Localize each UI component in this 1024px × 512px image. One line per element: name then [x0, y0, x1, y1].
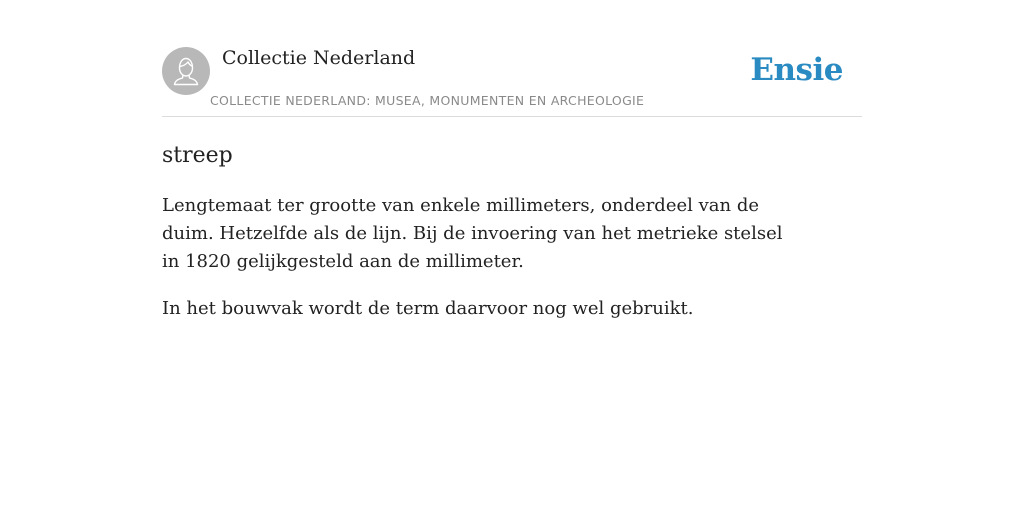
source-label[interactable]: COLLECTIE NEDERLAND: MUSEA, MONUMENTEN EN ARCHEOLOGIE [210, 93, 645, 108]
entry-paragraph: Lengtemaat ter grootte van enkele millimeters, onderdeel van de duim. Hetzelfde als de lijn. Bij de invoering van het metrieke stelsel in 1820 gelijkgesteld aan de millimeter. [162, 195, 783, 272]
entry-header [162, 0, 862, 117]
user-icon [162, 47, 210, 95]
entry-card [162, 0, 862, 323]
ensie-logo[interactable]: Ensie [750, 52, 843, 88]
entry-paragraph: In het bouwvak wordt de term daarvoor nog wel gebruikt. [162, 298, 694, 319]
entry-term: streep [162, 143, 233, 168]
author-avatar[interactable] [162, 47, 210, 95]
author-name[interactable]: Collectie Nederland [222, 47, 416, 69]
